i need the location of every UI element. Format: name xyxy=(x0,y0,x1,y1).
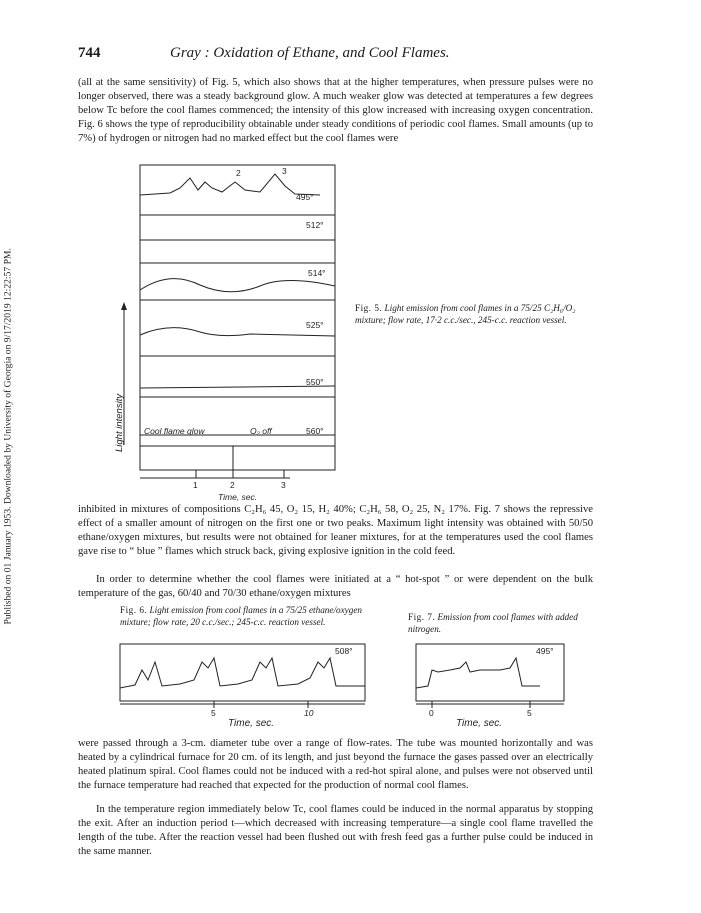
fig5-y-label: Light intensity xyxy=(114,393,125,452)
fig6-temp-label: 508° xyxy=(335,646,353,656)
fig5-tick-1: 1 xyxy=(193,480,198,490)
fig7-temp-label: 495° xyxy=(536,646,554,656)
trace-508 xyxy=(120,658,365,688)
temp-label-514: 514° xyxy=(308,268,326,278)
fig6-tick-5: 5 xyxy=(211,708,216,718)
page-header xyxy=(78,45,608,67)
temp-label-495: 495° xyxy=(296,192,314,202)
fig5-caption-text: Light emission from cool flames in a 75/25 C₂H₆/O₂ mixture; flow rate, 17·2 c.c./sec., 245-c.c. reaction vessel. xyxy=(355,303,576,325)
trace-495-nitrogen xyxy=(416,658,540,688)
oxygen-off-label: O₂ off xyxy=(250,426,272,436)
fig7-plot xyxy=(410,640,570,730)
temp-label-525: 525° xyxy=(306,320,324,330)
fig7-caption-text: Emission from cool flames with added nitrogen. xyxy=(408,612,578,634)
peak-label-2: 2 xyxy=(236,168,241,178)
running-title: Gray : Oxidation of Ethane, and Cool Flames. xyxy=(170,45,450,61)
fig7-tick-5: 5 xyxy=(527,708,532,718)
paragraph-5: In the temperature region immediately below Tc, cool flames could be induced in the normal apparatus by stopping the exit. After an induction period t—which decreased with increasing temperature—a single cool flame travelled the length of the tube. After the reaction vessel had been flushed out with fresh feed gas a further pulse could be induced in the same manner. xyxy=(78,804,593,857)
fig7-caption-label: Fig. 7. xyxy=(408,612,436,622)
paragraph-1: (all at the same sensitivity) of Fig. 5, which also shows that at the higher temperatures, when pressure pulses were no longer observed, there was a steady background glow. A much weaker glow was detected at temperatures a few degrees below Tc before the cool flames commenced; the intensity of this glow increased with increasing oxygen concentration. Fig. 6 shows the type of reproducibility obtainable under steady conditions of periodic cool flames. Small amounts (up to 7%) of hydrogen or nitrogen had no marked effect but the cool flames were xyxy=(78,77,593,144)
arrow-head-icon xyxy=(121,302,127,310)
temp-label-550: 550° xyxy=(306,377,324,387)
fig6-plot xyxy=(110,640,370,730)
paragraph-3: In order to determine whether the cool flames were initiated at a “ hot-spot ” or were dependent on the bulk temperature of the gas, 60/40 and 70/30 ethane/oxygen mixtures xyxy=(78,574,593,599)
temp-label-512: 512° xyxy=(306,220,324,230)
fig7-caption xyxy=(408,612,598,635)
fig6-x-label: Time, sec. xyxy=(228,718,275,729)
fig5-plot xyxy=(110,160,340,510)
page-number: 744 xyxy=(78,45,101,61)
fig7-x-label: Time, sec. xyxy=(456,718,503,729)
peak-label-3: 3 xyxy=(282,166,287,176)
fig6-caption-text: Light emission from cool flames in a 75/25 ethane/oxygen mixture; flow rate, 20 c.c./sec.; 245-c.c. reaction vessel. xyxy=(120,605,363,627)
paragraph-2: inhibited in mixtures of compositions C₂H₆ 45, O₂ 15, H₂ 40%; C₂H₆ 58, O₂ 25, N₂ 17%. Fig. 7 shows the repressive effect of a smaller amount of nitrogen on the first one or two peaks. Maximum light intensity was obtained with 50/50 ethane/oxygen mixtures, but results were not obtained for leaner mixtures, for at the temperatures used the cool flames gave rise to “ blue ” flames which struck back, giving explosive ignition in the cold feed. xyxy=(78,504,593,557)
trace-495 xyxy=(140,174,320,195)
fig6-tick-10: 10 xyxy=(304,708,314,718)
fig5-x-label: Time, sec. xyxy=(218,492,258,502)
fig6-caption xyxy=(120,605,380,628)
fig6-caption-label: Fig. 6. xyxy=(120,605,148,615)
fig5-caption xyxy=(355,303,603,326)
paragraph-4: were passed through a 3-cm. diameter tube over a range of flow-rates. The tube was mounted horizontally and was heated by a cylindrical furnace for 20 cm. of its length, and just beyond the furnace the gases passed over an electrically heated platinum spiral. Cool flames could not be induced with a red-hot spiral alone, and pulses were not observed until the furnace temperature had reached that expected for the production of normal cool flames. xyxy=(78,738,593,791)
temp-label-560: 560° xyxy=(306,426,324,436)
fig5-caption-label: Fig. 5. xyxy=(355,303,383,313)
fig5-tick-3: 3 xyxy=(281,480,286,490)
cool-flame-glow-label: Cool flame glow xyxy=(144,426,205,436)
fig7-tick-0: 0 xyxy=(429,708,434,718)
trace-514 xyxy=(140,279,335,292)
fig5-frame xyxy=(140,165,335,470)
download-watermark: Published on 01 January 1953. Downloaded by University of Georgia on 9/17/2019 12:22:57 PM. xyxy=(2,248,14,625)
fig5-tick-2: 2 xyxy=(230,480,235,490)
